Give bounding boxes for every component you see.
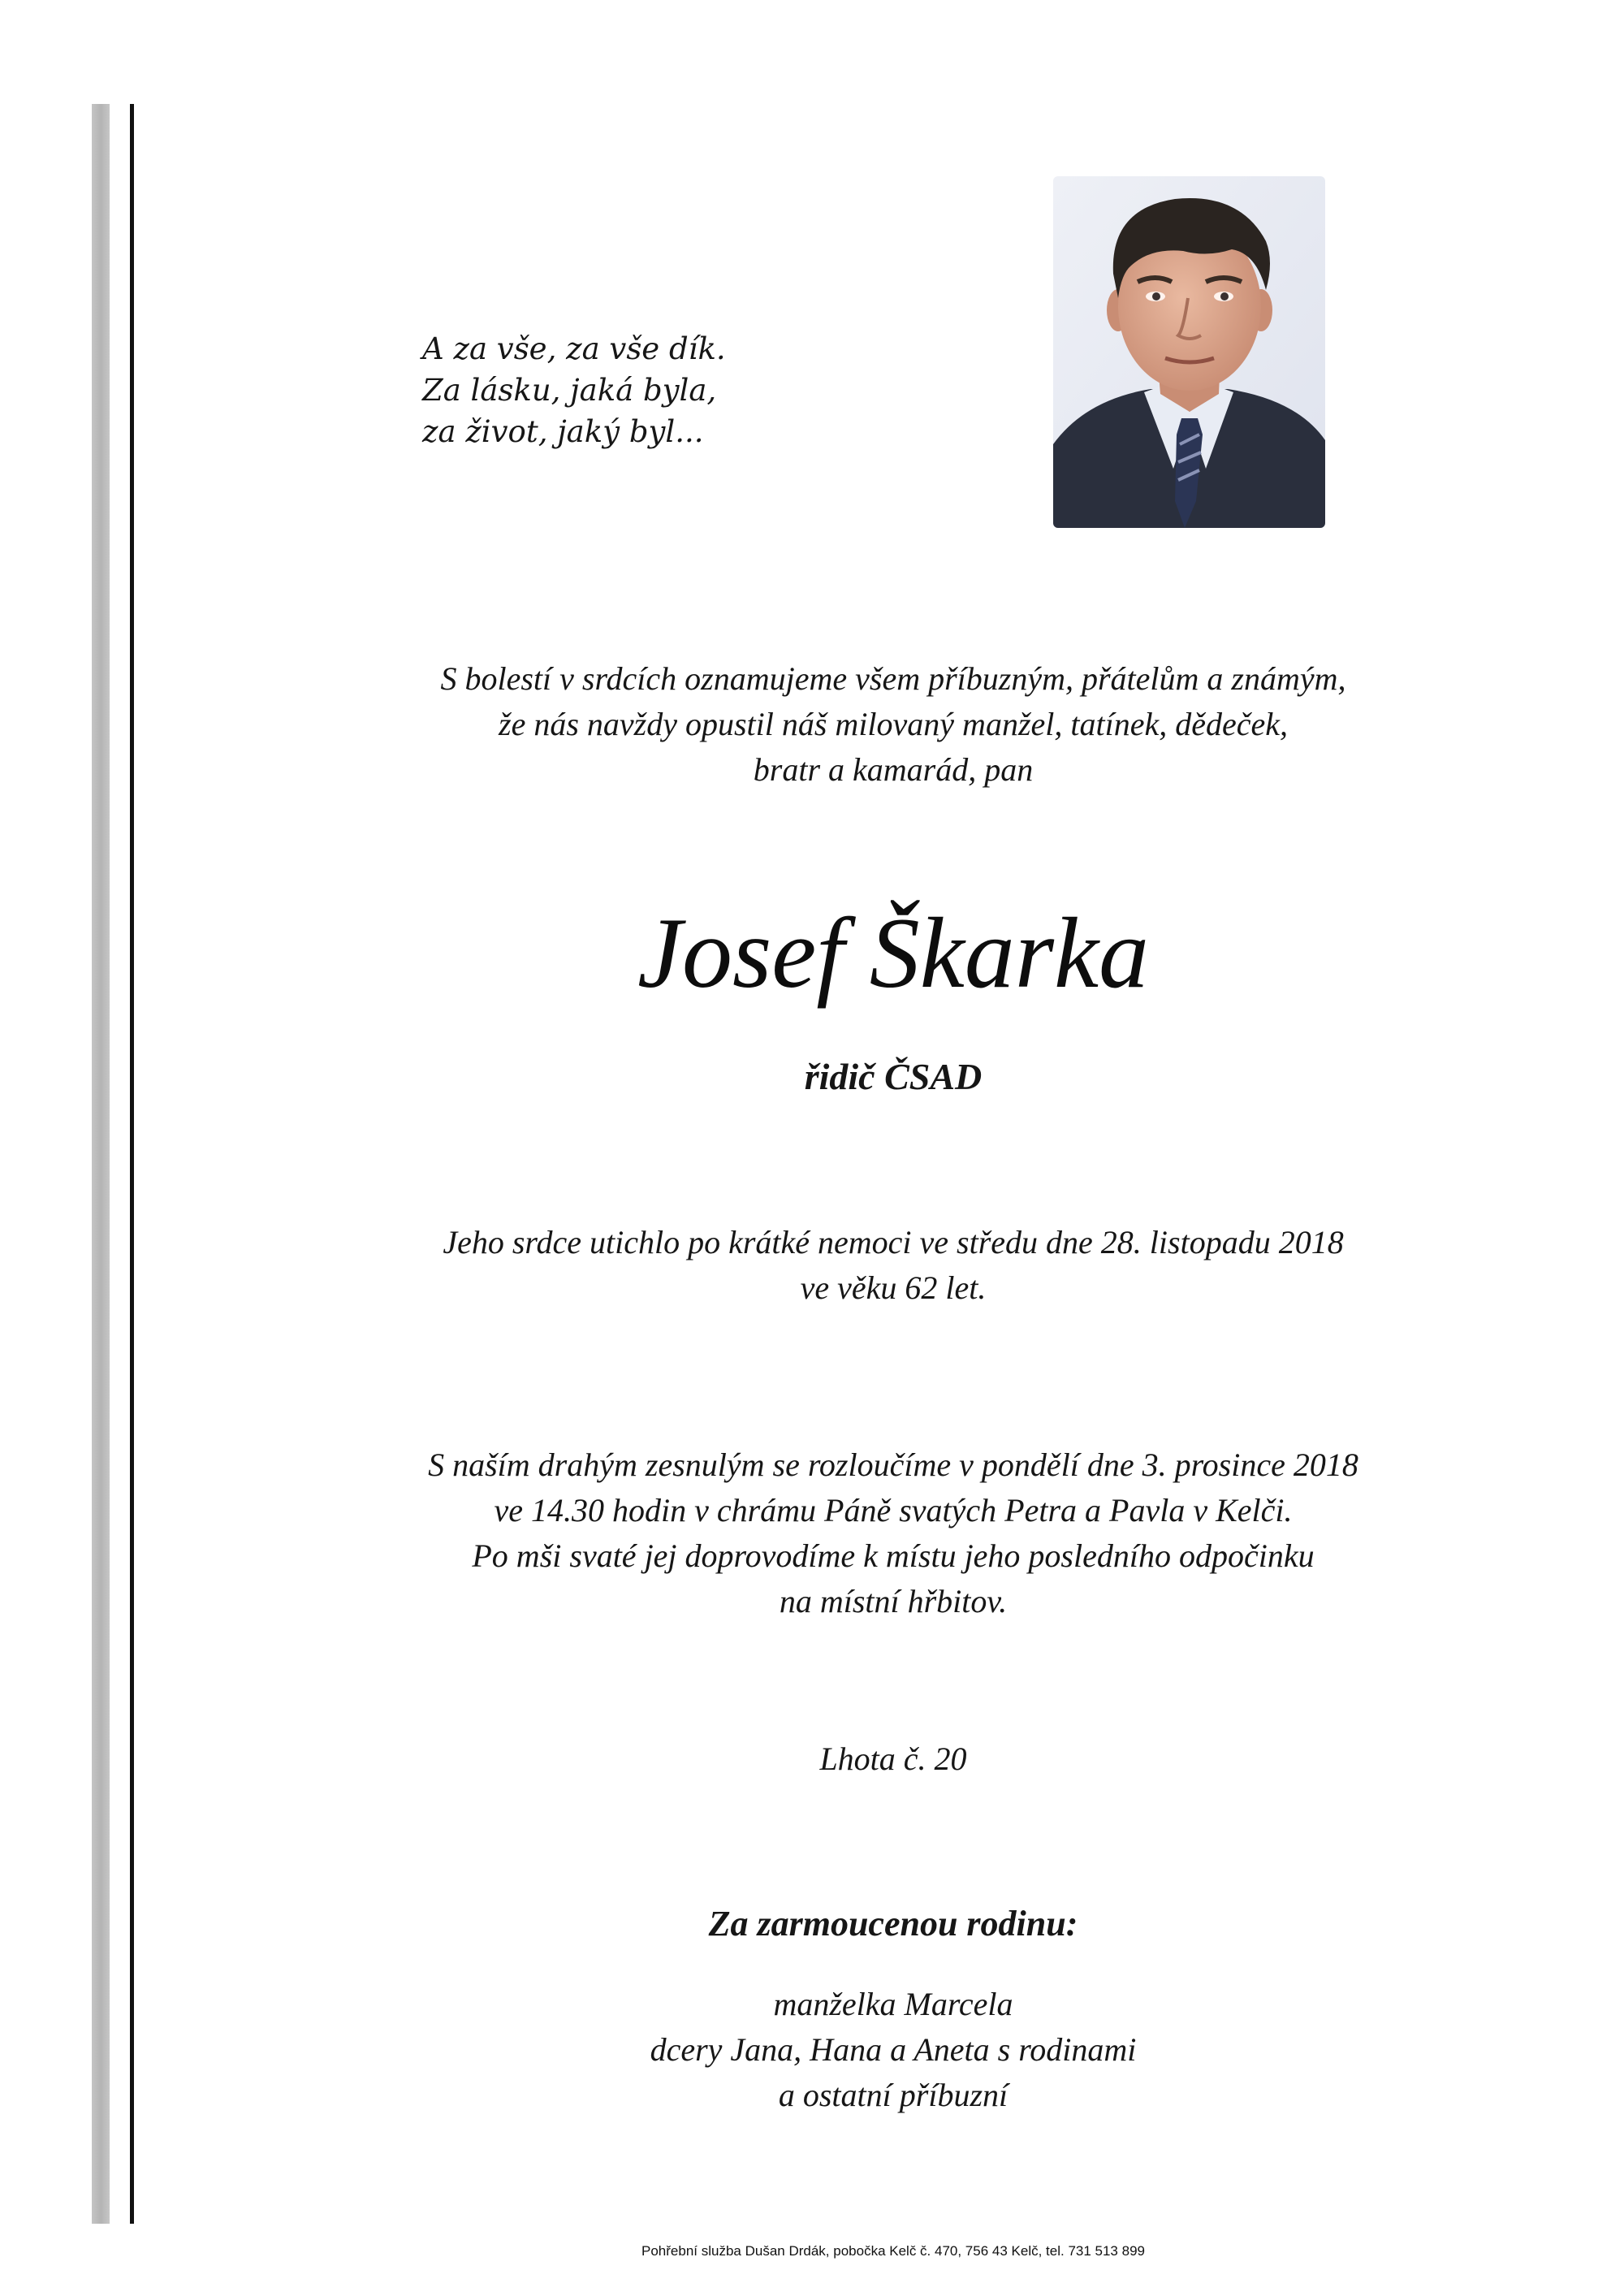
death-notice-text [292,1220,1494,1311]
motto-line: za život, jaký byl... [422,414,704,449]
decorative-gray-border [92,104,110,2224]
funeral-line: Po mši svaté jej doprovodíme k místu jeho posledního odpočinku [472,1537,1315,1574]
portrait-illustration [1053,176,1325,528]
portrait-photo [1053,176,1325,528]
family-member-line: a ostatní příbuzní [778,2077,1009,2113]
death-notice-line: ve věku 62 let. [800,1269,987,1306]
motto-verse [422,328,763,452]
funeral-service-footer: Pohřební služba Dušan Drdák, pobočka Kelč č. 470, 756 43 Kelč, tel. 731 513 899 [641,2243,1145,2259]
family-members [292,1982,1494,2118]
deceased-name: Josef Škarka [637,897,1150,1009]
announcement-line: že nás navždy opustil náš milovaný manžel, tatínek, dědeček, [499,706,1288,742]
funeral-line: ve 14.30 hodin v chrámu Páně svatých Petra a Pavla v Kelči. [494,1492,1293,1529]
death-notice-line: Jeho srdce utichlo po krátké nemoci ve středu dne 28. listopadu 2018 [443,1224,1344,1260]
funeral-line: S naším drahým zesnulým se rozloučíme v pondělí dne 3. prosince 2018 [428,1446,1358,1483]
funeral-details-text [292,1442,1494,1624]
address-text: Lhota č. 20 [819,1740,967,1777]
announcement-line: S bolestí v srdcích oznamujeme všem příbuzným, přátelům a známým, [440,660,1346,697]
deceased-occupation: řidič ČSAD [804,1056,983,1097]
motto-line: A za vše, za vše dík. [422,331,726,366]
family-heading: Za zarmoucenou rodinu: [708,1904,1078,1944]
funeral-line: na místní hřbitov. [779,1583,1008,1619]
decorative-black-rule [130,104,134,2224]
announcement-text [292,656,1494,793]
family-member-line: manželka Marcela [773,1986,1013,2022]
family-member-line: dcery Jana, Hana a Aneta s rodinami [650,2031,1137,2068]
motto-line: Za lásku, jaká byla, [422,373,717,408]
announcement-line: bratr a kamarád, pan [753,751,1034,788]
